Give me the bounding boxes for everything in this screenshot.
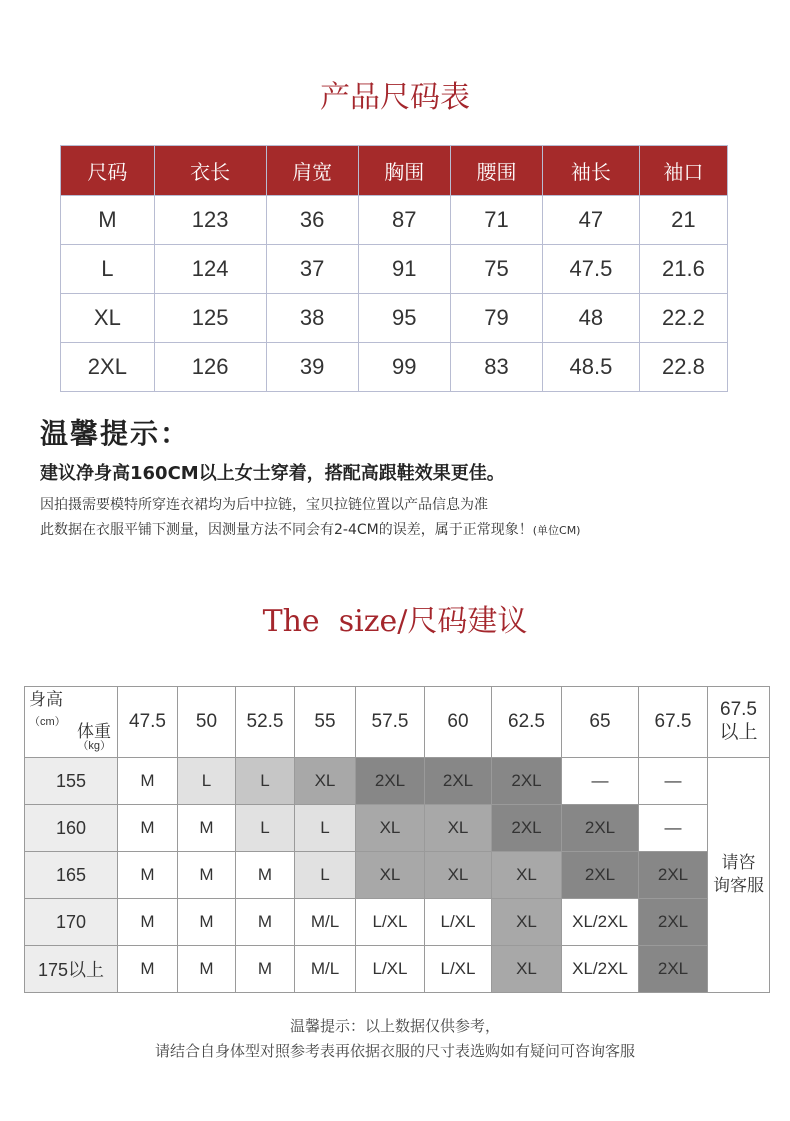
footer-line-1: 温馨提示：以上数据仅供参考， <box>289 1017 500 1035</box>
measure-cell: 125 <box>154 294 266 343</box>
size-suggest-cell: L <box>178 758 236 805</box>
weight-header: 65 <box>562 687 639 758</box>
size-suggest-cell: L <box>236 805 295 852</box>
size-suggest-cell: 2XL <box>639 852 708 899</box>
tips-line-1: 因拍摄需要模特所穿连衣裙均为后中拉链，宝贝拉链位置以产品信息为准 <box>40 497 488 513</box>
size-suggest-cell: L/XL <box>425 946 492 993</box>
recommend-table <box>24 686 770 993</box>
weight-header: 62.5 <box>492 687 562 758</box>
measure-cell: 22.2 <box>639 294 727 343</box>
size-suggest-cell: M <box>118 852 178 899</box>
header-cell: 尺码 <box>61 146 155 196</box>
size-suggest-cell: M <box>178 946 236 993</box>
header-cell: 袖口 <box>639 146 727 196</box>
weight-header-last-value: 67.5 <box>720 699 757 721</box>
size-suggest-cell: M <box>118 805 178 852</box>
measure-cell: 38 <box>266 294 358 343</box>
consult-service-cell <box>708 758 770 993</box>
measure-cell: 36 <box>266 196 358 245</box>
height-cell: 170 <box>25 899 118 946</box>
size-chart-title: 产品尺码表 <box>320 80 470 115</box>
consult-line-1: 请咨 <box>721 853 756 873</box>
size-label-cell: XL <box>61 294 155 343</box>
recommend-row <box>25 758 770 805</box>
size-suggest-cell: L <box>295 852 356 899</box>
height-cell: 155 <box>25 758 118 805</box>
size-chart-table <box>60 145 728 392</box>
measure-cell: 48 <box>543 294 640 343</box>
size-suggest-cell: L <box>236 758 295 805</box>
size-suggest-cell: M <box>178 899 236 946</box>
header-cell: 胸围 <box>358 146 450 196</box>
weight-header: 60 <box>425 687 492 758</box>
weight-header: 47.5 <box>118 687 178 758</box>
height-cell: 160 <box>25 805 118 852</box>
tips-line-2 <box>40 519 580 539</box>
measure-cell: 71 <box>450 196 542 245</box>
consult-line-2: 询客服 <box>713 876 764 895</box>
measure-cell: 48.5 <box>543 343 640 392</box>
measure-cell: 91 <box>358 245 450 294</box>
size-suggest-cell: XL/2XL <box>562 946 639 993</box>
size-suggest-cell: M <box>118 758 178 805</box>
size-suggest-cell: XL <box>425 852 492 899</box>
height-cell: 175以上 <box>25 946 118 993</box>
weight-header-last-suffix: 以上 <box>719 722 758 743</box>
header-cell: 袖长 <box>543 146 640 196</box>
size-suggest-cell: M <box>178 852 236 899</box>
recommend-header-row <box>25 687 770 758</box>
measure-cell: 83 <box>450 343 542 392</box>
size-suggest-cell: M <box>118 899 178 946</box>
size-suggest-cell: 2XL <box>492 805 562 852</box>
measure-cell: 123 <box>154 196 266 245</box>
size-suggest-cell: L/XL <box>356 899 425 946</box>
recommend-row <box>25 946 770 993</box>
size-row <box>61 245 728 294</box>
measure-cell: 99 <box>358 343 450 392</box>
size-suggest-cell: M <box>178 805 236 852</box>
size-suggest-cell: M <box>118 946 178 993</box>
size-row <box>61 294 728 343</box>
measure-cell: 21 <box>639 196 727 245</box>
measure-cell: 47 <box>543 196 640 245</box>
size-suggest-cell: 2XL <box>562 805 639 852</box>
recommend-row <box>25 852 770 899</box>
weight-unit: （kg） <box>77 740 111 752</box>
weight-label: 体重 <box>77 722 111 741</box>
height-unit: （cm） <box>29 716 66 728</box>
size-suggest-cell: XL <box>492 946 562 993</box>
size-suggest-cell: M <box>236 899 295 946</box>
size-suggest-cell: M/L <box>295 899 356 946</box>
recommend-row <box>25 805 770 852</box>
size-suggest-cell: L/XL <box>425 899 492 946</box>
size-suggest-cell: L/XL <box>356 946 425 993</box>
header-cell: 肩宽 <box>266 146 358 196</box>
size-label-cell: 2XL <box>61 343 155 392</box>
weight-header: 67.5 <box>639 687 708 758</box>
weight-header: 52.5 <box>236 687 295 758</box>
measure-cell: 75 <box>450 245 542 294</box>
tips-title: 温馨提示： <box>40 417 191 450</box>
tips-bold-line: 建议净身高160CM以上女士穿着，搭配高跟鞋效果更佳。 <box>40 463 505 484</box>
size-suggest-cell: M <box>236 946 295 993</box>
size-label-cell: M <box>61 196 155 245</box>
size-row <box>61 196 728 245</box>
size-suggest-cell: 2XL <box>639 899 708 946</box>
weight-header: 57.5 <box>356 687 425 758</box>
measure-cell: 79 <box>450 294 542 343</box>
measure-cell: 47.5 <box>543 245 640 294</box>
size-suggest-cell: 2XL <box>425 758 492 805</box>
measure-cell: 21.6 <box>639 245 727 294</box>
size-suggest-cell: M <box>236 852 295 899</box>
size-suggest-cell: 2XL <box>562 852 639 899</box>
weight-header-last <box>708 687 770 758</box>
size-chart-header-row <box>61 146 728 196</box>
size-suggest-cell: XL <box>356 805 425 852</box>
size-row <box>61 343 728 392</box>
measure-cell: 87 <box>358 196 450 245</box>
size-suggest-cell: XL <box>295 758 356 805</box>
size-suggest-cell: — <box>639 805 708 852</box>
recommend-title: The size/尺码建议 <box>262 604 528 639</box>
weight-header: 50 <box>178 687 236 758</box>
measure-cell: 39 <box>266 343 358 392</box>
size-suggest-cell: — <box>562 758 639 805</box>
size-suggest-cell: 2XL <box>639 946 708 993</box>
measure-cell: 22.8 <box>639 343 727 392</box>
header-cell: 衣长 <box>154 146 266 196</box>
size-suggest-cell: 2XL <box>356 758 425 805</box>
recommend-row <box>25 899 770 946</box>
size-suggest-cell: 2XL <box>492 758 562 805</box>
header-cell: 腰围 <box>450 146 542 196</box>
size-label-cell: L <box>61 245 155 294</box>
size-suggest-cell: XL <box>492 852 562 899</box>
size-suggest-cell: L <box>295 805 356 852</box>
size-suggest-cell: — <box>639 758 708 805</box>
corner-cell <box>25 687 118 758</box>
size-suggest-cell: XL <box>492 899 562 946</box>
size-suggest-cell: XL <box>356 852 425 899</box>
tips-line-2-text: 此数据在衣服平铺下测量，因测量方法不同会有2-4CM的误差，属于正常现象！ <box>40 522 533 538</box>
measure-cell: 95 <box>358 294 450 343</box>
measure-cell: 126 <box>154 343 266 392</box>
weight-header: 55 <box>295 687 356 758</box>
unit-note: (单位CM) <box>532 524 581 537</box>
height-label: 身高 <box>29 690 63 709</box>
height-cell: 165 <box>25 852 118 899</box>
size-suggest-cell: XL <box>425 805 492 852</box>
measure-cell: 124 <box>154 245 266 294</box>
size-suggest-cell: M/L <box>295 946 356 993</box>
size-suggest-cell: XL/2XL <box>562 899 639 946</box>
measure-cell: 37 <box>266 245 358 294</box>
footer-line-2: 请结合自身体型对照参考表再依据衣服的尺寸表选购如有疑问可咨询客服 <box>154 1042 635 1060</box>
